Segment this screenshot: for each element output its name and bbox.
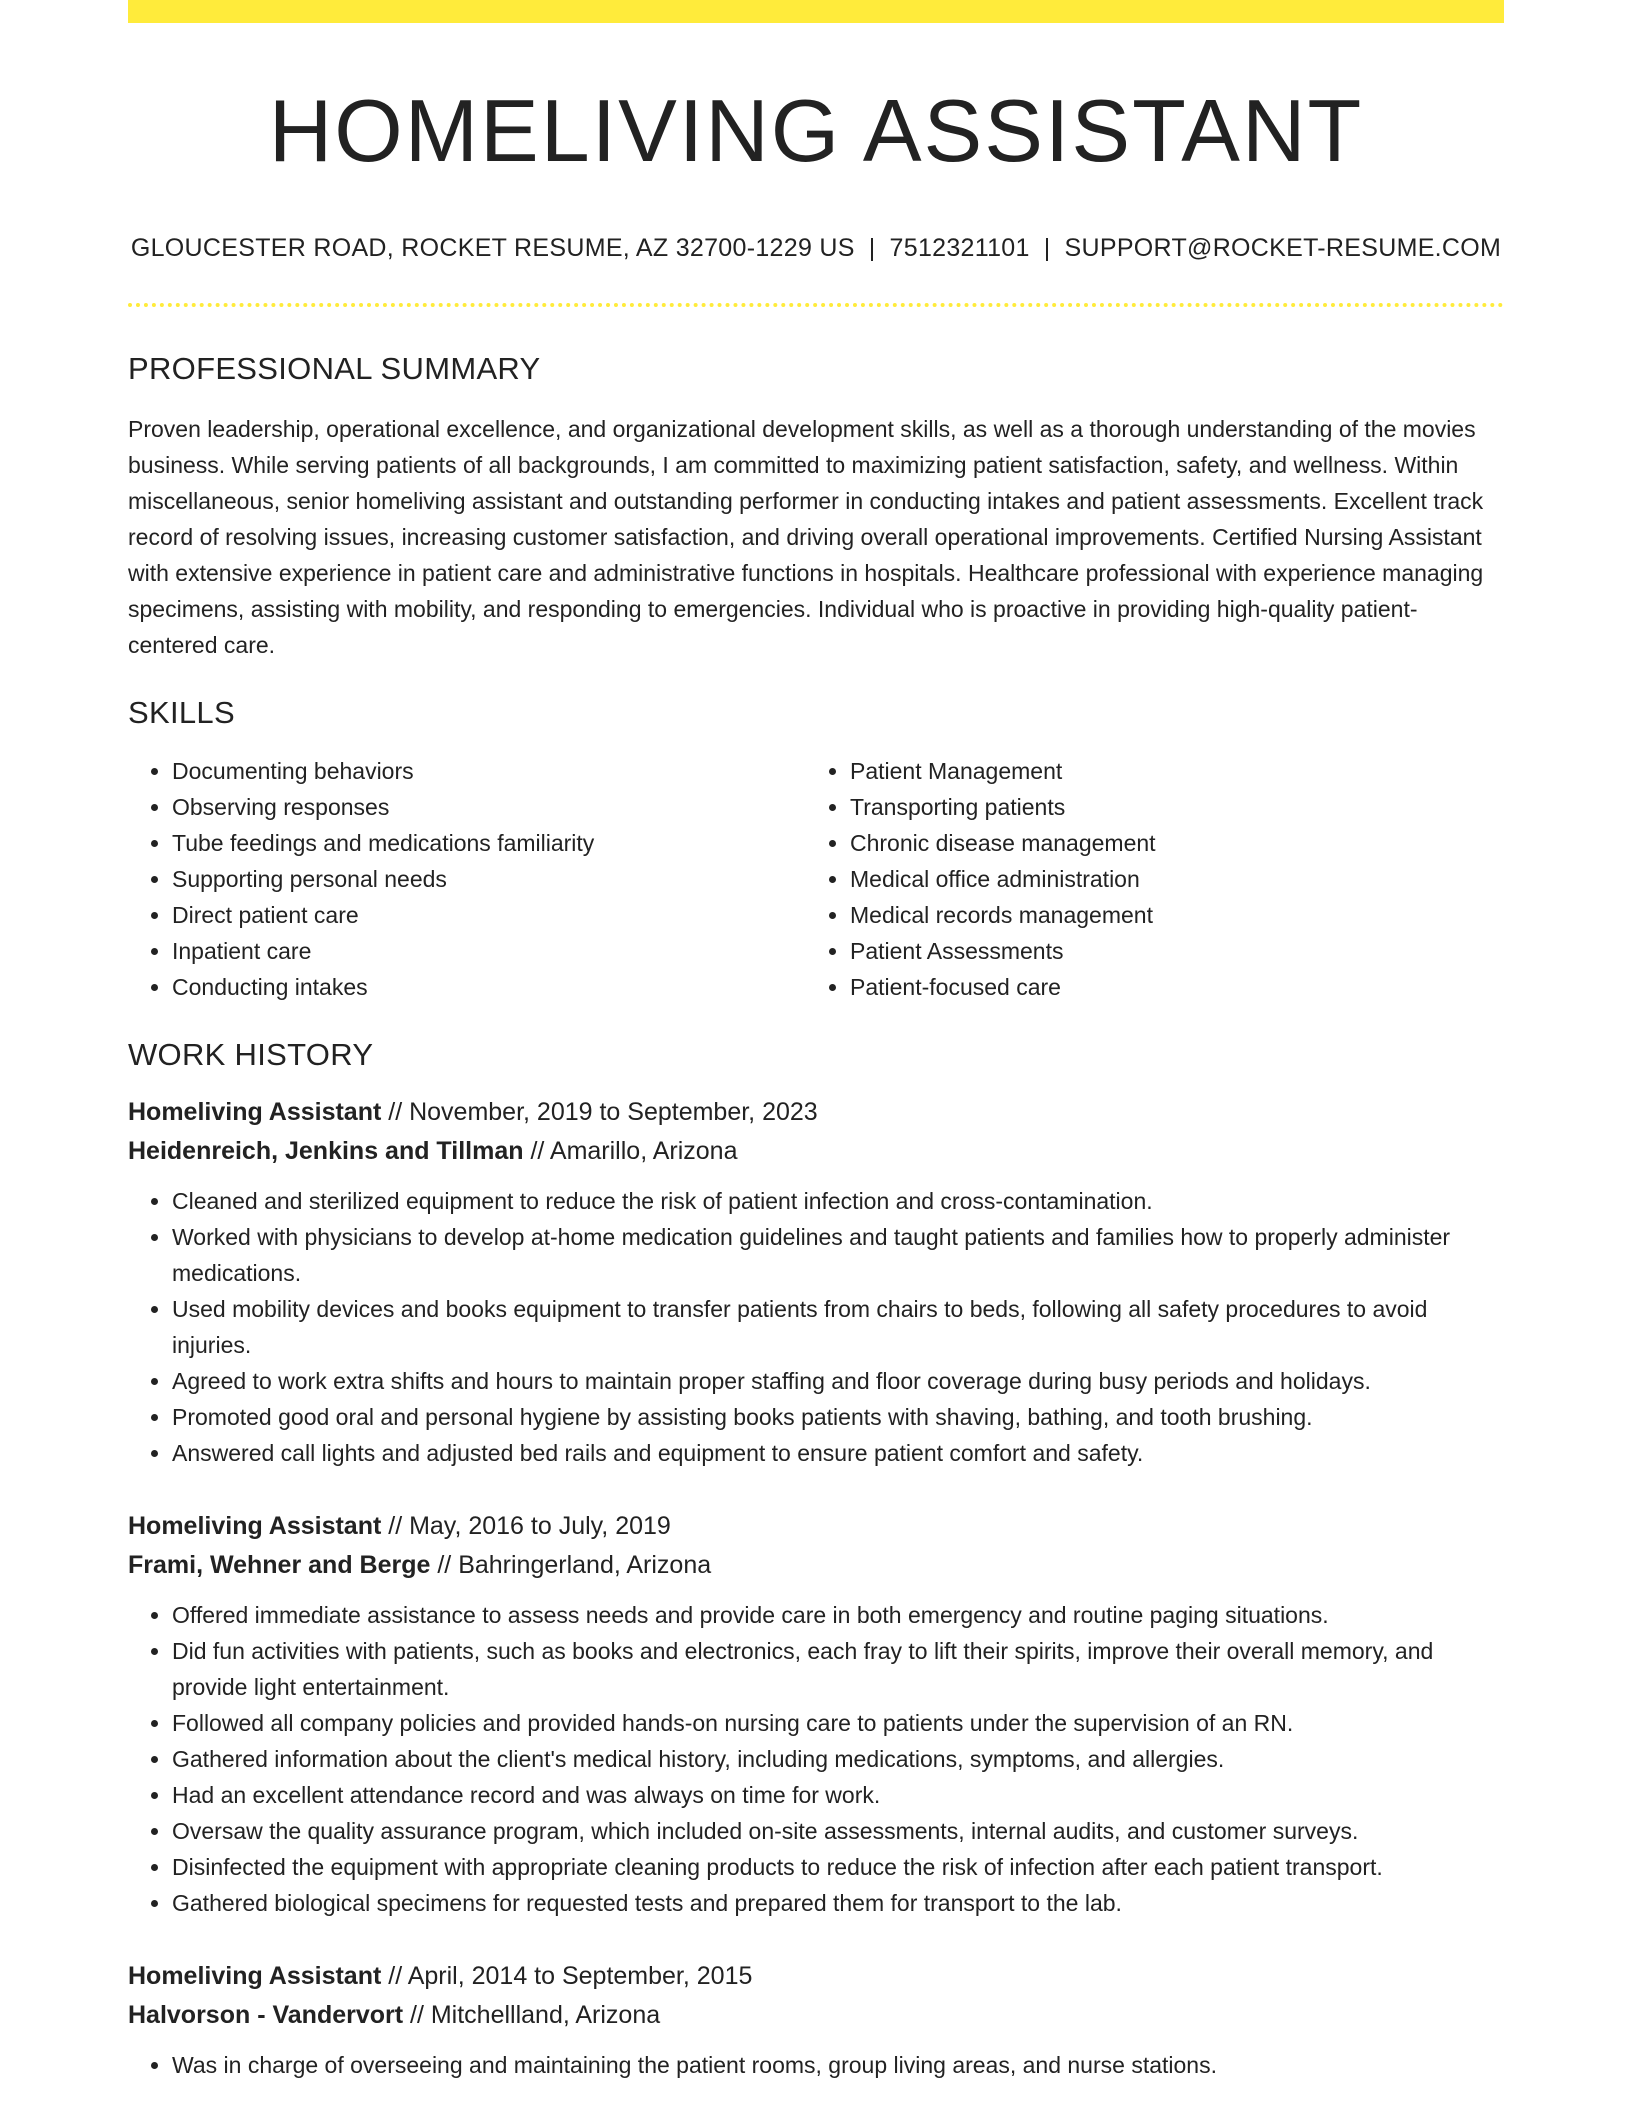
- job-title-line: [128, 1957, 1504, 1996]
- summary-heading: PROFESSIONAL SUMMARY: [128, 350, 541, 386]
- contact-email[interactable]: SUPPORT@ROCKET-RESUME.COM: [1064, 233, 1502, 262]
- job-role: Homeliving Assistant: [128, 1961, 382, 1990]
- job-duty: • Cleaned and sterilized equipment to reduce the risk of patient infection and cross-contamination.: [172, 1183, 1504, 1219]
- skills-heading: SKILLS: [128, 694, 235, 730]
- job-title-line: [128, 1507, 1504, 1546]
- candidate-name: HOMELIVING ASSISTANT: [268, 81, 1364, 180]
- job-location: // Bahringerland, Arizona: [430, 1550, 712, 1579]
- contact-line: [128, 234, 1504, 263]
- job-duty: • Gathered biological specimens for requested tests and prepared them for transport to the lab.: [172, 1885, 1504, 1921]
- job-duty: • Used mobility devices and books equipment to transfer patients from chairs to beds, following all safety procedures to avoid injuries.: [172, 1291, 1504, 1363]
- job-duty: • Followed all company policies and provided hands-on nursing care to patients under the supervision of an RN.: [172, 1705, 1504, 1741]
- skills-left-list: [128, 753, 806, 1005]
- job-company: Halvorson - Vandervort: [128, 2000, 404, 2029]
- job-duty: • Promoted good oral and personal hygiene by assisting books patients with shaving, bathing, and tooth brushing.: [172, 1399, 1504, 1435]
- skill-item: • Patient-focused care: [850, 969, 1484, 1005]
- job-duty: • Had an excellent attendance record and was always on time for work.: [172, 1777, 1504, 1813]
- summary-text: Proven leadership, operational excellence, and organizational development skills, as well as a thorough understanding of the movies business. While serving patients of all backgrounds, I am committed to maximizing patient satisfaction, safety, and wellness. Within miscellaneous, senior homeliving assistant and outstanding performer in conducting intakes and patient assessments. Excellent track record of resolving issues, increasing customer satisfaction, and driving overall operational improvements. Certified Nursing Assistant with extensive experience in patient care and administrative functions in hospitals. Healthcare professional with experience managing specimens, assisting with mobility, and responding to emergencies. Individual who is proactive in providing high-quality patient-centered care.: [128, 415, 1484, 658]
- job-duty: • Disinfected the equipment with appropriate cleaning products to reduce the risk of infection after each patient transport.: [172, 1849, 1504, 1885]
- skill-item: • Documenting behaviors: [172, 753, 806, 789]
- skill-item: • Direct patient care: [172, 897, 806, 933]
- skill-item: • Medical records management: [850, 897, 1484, 933]
- job-duty: • Agreed to work extra shifts and hours to maintain proper staffing and floor coverage during busy periods and holidays.: [172, 1363, 1504, 1399]
- contact-address: GLOUCESTER ROAD, ROCKET RESUME, AZ 32700-1229 US: [130, 233, 855, 262]
- contact-separator: |: [1043, 233, 1051, 262]
- job-dates: // April, 2014 to September, 2015: [381, 1961, 753, 1990]
- skill-item: • Inpatient care: [172, 933, 806, 969]
- job-location: // Mitchellland, Arizona: [403, 2000, 661, 2029]
- contact-phone: 7512321101: [889, 233, 1030, 262]
- job-duties-list: [128, 2047, 1504, 2083]
- job-entry: [128, 1507, 1504, 1921]
- job-entry: [128, 1957, 1504, 2083]
- skill-item: • Patient Assessments: [850, 933, 1484, 969]
- skill-item: • Patient Management: [850, 753, 1484, 789]
- job-company-line: [128, 1132, 1504, 1171]
- job-role: Homeliving Assistant: [128, 1511, 382, 1540]
- job-duty: • Gathered information about the client's medical history, including medications, symptoms, and allergies.: [172, 1741, 1504, 1777]
- job-company: Heidenreich, Jenkins and Tillman: [128, 1136, 524, 1165]
- skill-item: • Observing responses: [172, 789, 806, 825]
- job-company-line: [128, 1546, 1504, 1585]
- job-duty: • Did fun activities with patients, such as books and electronics, each fray to lift their spirits, improve their overall memory, and provide light entertainment.: [172, 1633, 1504, 1705]
- accent-bar: [128, 0, 1504, 23]
- job-duties-list: [128, 1183, 1504, 1471]
- job-dates: // November, 2019 to September, 2023: [381, 1097, 818, 1126]
- skills-grid: [128, 753, 1504, 1005]
- job-duty: • Oversaw the quality assurance program, which included on-site assessments, internal audits, and customer surveys.: [172, 1813, 1504, 1849]
- skills-right-list: [806, 753, 1484, 1005]
- dotted-divider: [128, 303, 1504, 307]
- skill-item: • Supporting personal needs: [172, 861, 806, 897]
- job-duty: • Worked with physicians to develop at-home medication guidelines and taught patients and families how to properly administer medications.: [172, 1219, 1504, 1291]
- skill-item: • Medical office administration: [850, 861, 1484, 897]
- job-dates: // May, 2016 to July, 2019: [381, 1511, 671, 1540]
- job-duty: • Was in charge of overseeing and maintaining the patient rooms, group living areas, and nurse stations.: [172, 2047, 1504, 2083]
- job-duties-list: [128, 1597, 1504, 1921]
- skill-item: • Chronic disease management: [850, 825, 1484, 861]
- job-title-line: [128, 1093, 1504, 1132]
- job-entry: [128, 1093, 1504, 1471]
- job-duty: • Answered call lights and adjusted bed rails and equipment to ensure patient comfort and safety.: [172, 1435, 1504, 1471]
- skill-item: • Conducting intakes: [172, 969, 806, 1005]
- contact-separator: |: [868, 233, 876, 262]
- job-role: Homeliving Assistant: [128, 1097, 382, 1126]
- skill-item: • Tube feedings and medications familiarity: [172, 825, 806, 861]
- work-history-heading: WORK HISTORY: [128, 1036, 374, 1072]
- job-location: // Amarillo, Arizona: [523, 1136, 738, 1165]
- resume-page: [128, 0, 1504, 2083]
- job-company-line: [128, 1996, 1504, 2035]
- job-company: Frami, Wehner and Berge: [128, 1550, 431, 1579]
- job-duty: • Offered immediate assistance to assess needs and provide care in both emergency and routine paging situations.: [172, 1597, 1504, 1633]
- skill-item: • Transporting patients: [850, 789, 1484, 825]
